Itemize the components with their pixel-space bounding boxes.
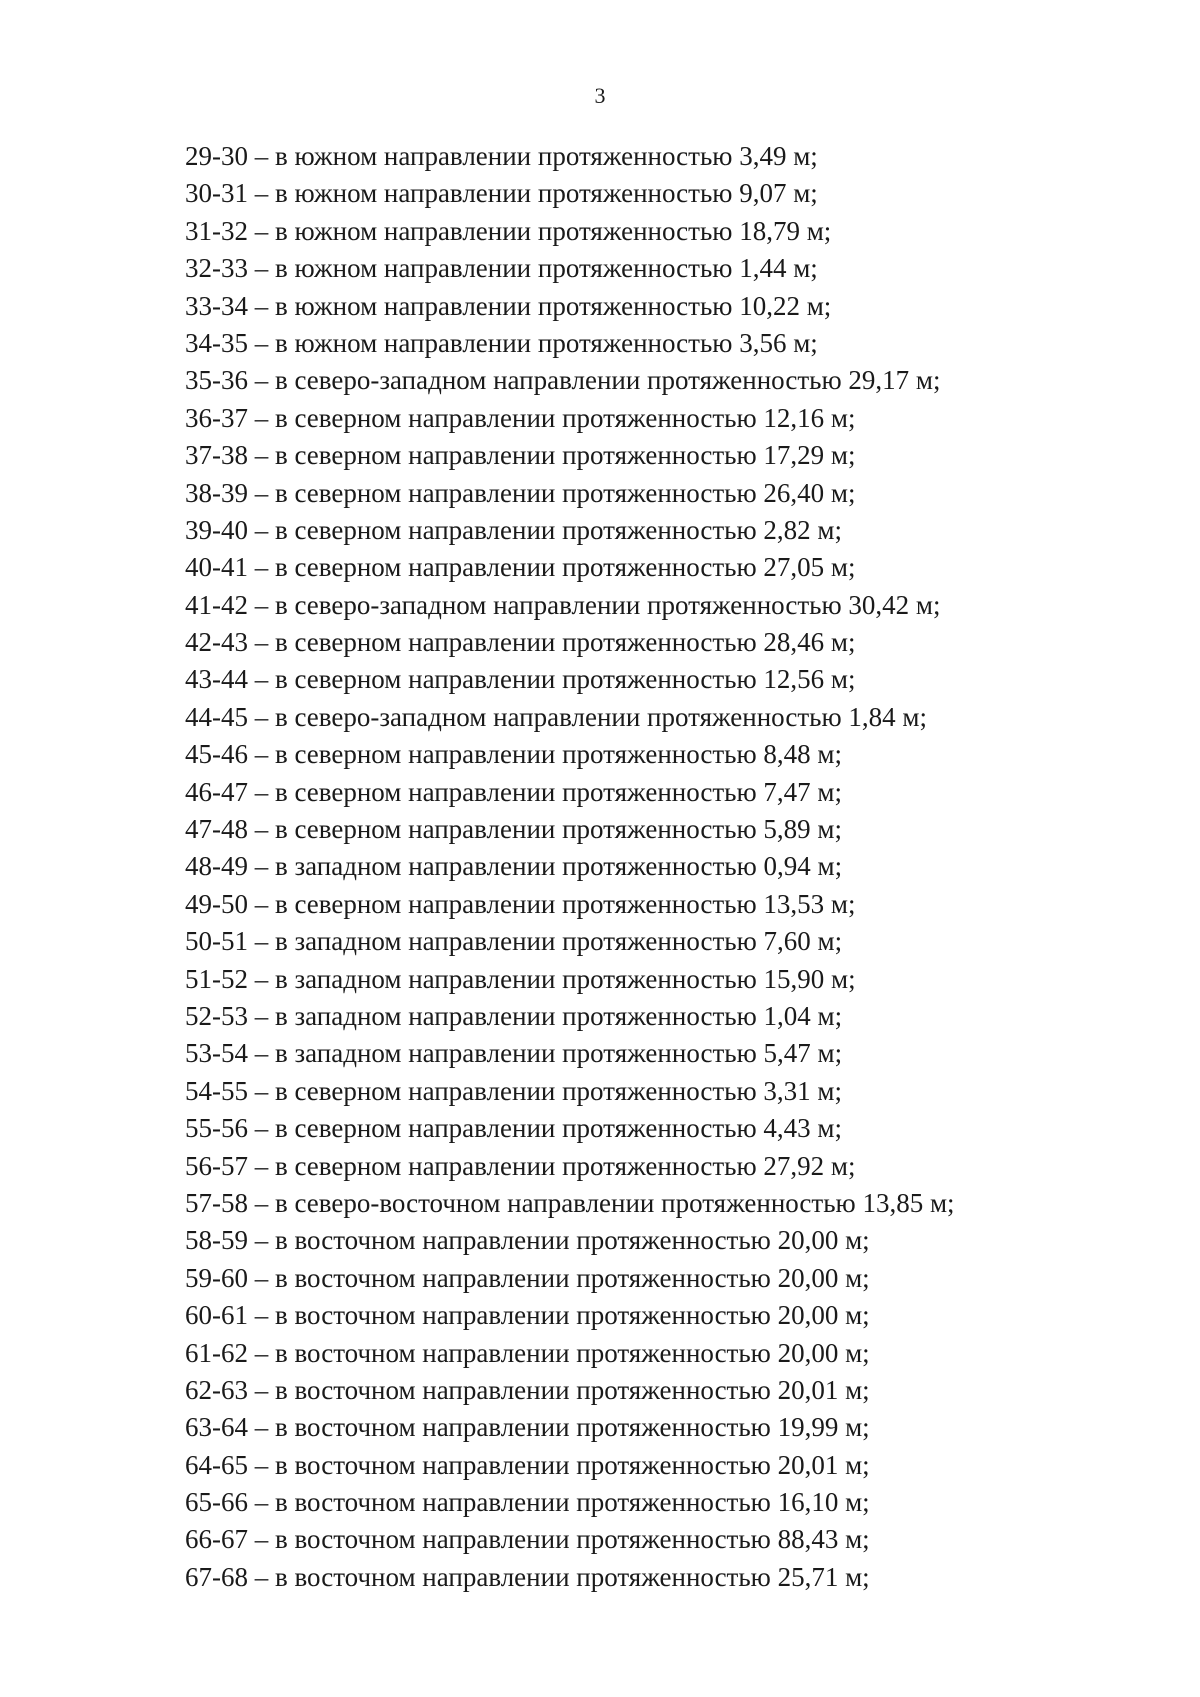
segment-line: 60-61 – в восточном направлении протяженностью 20,00 м; xyxy=(185,1300,870,1331)
segment-line: 55-56 – в северном направлении протяженностью 4,43 м; xyxy=(185,1113,843,1144)
segment-line: 36-37 – в северном направлении протяженностью 12,16 м; xyxy=(185,402,856,433)
segment-line: 43-44 – в северном направлении протяженностью 12,56 м; xyxy=(185,664,856,695)
segment-line: 45-46 – в северном направлении протяженностью 8,48 м; xyxy=(185,739,843,770)
segment-line: 37-38 – в северном направлении протяженностью 17,29 м; xyxy=(185,440,856,471)
segment-line: 65-66 – в восточном направлении протяженностью 16,10 м; xyxy=(185,1487,870,1518)
segment-line: 40-41 – в северном направлении протяженностью 27,05 м; xyxy=(185,552,856,583)
segment-line: 53-54 – в западном направлении протяженностью 5,47 м; xyxy=(185,1038,843,1069)
segment-line: 56-57 – в северном направлении протяженностью 27,92 м; xyxy=(185,1150,856,1181)
segment-line: 35-36 – в северо-западном направлении протяженностью 29,17 м; xyxy=(185,365,941,396)
boundary-segment-list xyxy=(185,138,1145,1596)
segment-line: 39-40 – в северном направлении протяженностью 2,82 м; xyxy=(185,514,843,545)
segment-line: 29-30 – в южном направлении протяженностью 3,49 м; xyxy=(185,141,818,171)
segment-line: 33-34 – в южном направлении протяженностью 10,22 м; xyxy=(185,290,832,321)
segment-line: 38-39 – в северном направлении протяженностью 26,40 м; xyxy=(185,477,856,508)
segment-line: 50-51 – в западном направлении протяженностью 7,60 м; xyxy=(185,926,843,957)
segment-line: 30-31 – в южном направлении протяженностью 9,07 м; xyxy=(185,178,818,209)
segment-line: 66-67 – в восточном направлении протяженностью 88,43 м; xyxy=(185,1524,870,1555)
segment-line: 62-63 – в восточном направлении протяженностью 20,01 м; xyxy=(185,1374,870,1405)
segment-line: 52-53 – в западном направлении протяженностью 1,04 м; xyxy=(185,1000,843,1031)
segment-line: 63-64 – в восточном направлении протяженностью 19,99 м; xyxy=(185,1412,870,1443)
segment-line: 54-55 – в северном направлении протяженностью 3,31 м; xyxy=(185,1075,843,1106)
segment-line: 46-47 – в северном направлении протяженностью 7,47 м; xyxy=(185,776,843,807)
segment-line: 59-60 – в восточном направлении протяженностью 20,00 м; xyxy=(185,1262,870,1293)
segment-line: 32-33 – в южном направлении протяженностью 1,44 м; xyxy=(185,253,818,284)
segment-line: 64-65 – в восточном направлении протяженностью 20,01 м; xyxy=(185,1449,870,1480)
segment-line: 41-42 – в северо-западном направлении протяженностью 30,42 м; xyxy=(185,589,941,620)
segment-line: 34-35 – в южном направлении протяженностью 3,56 м; xyxy=(185,327,818,358)
segment-line: 67-68 – в восточном направлении протяженностью 25,71 м; xyxy=(185,1561,870,1592)
segment-line: 51-52 – в западном направлении протяженностью 15,90 м; xyxy=(185,963,856,994)
segment-line: 58-59 – в восточном направлении протяженностью 20,00 м; xyxy=(185,1225,870,1256)
segment-line: 47-48 – в северном направлении протяженностью 5,89 м; xyxy=(185,814,843,845)
segment-line: 49-50 – в северном направлении протяженностью 13,53 м; xyxy=(185,888,856,919)
segment-line: 48-49 – в западном направлении протяженностью 0,94 м; xyxy=(185,851,843,882)
page-number: 3 xyxy=(594,83,606,108)
segment-line: 57-58 – в северо-восточном направлении протяженностью 13,85 м; xyxy=(185,1187,955,1218)
segment-line: 31-32 – в южном направлении протяженностью 18,79 м; xyxy=(185,215,832,246)
segment-line: 44-45 – в северо-западном направлении протяженностью 1,84 м; xyxy=(185,701,927,732)
segment-line: 42-43 – в северном направлении протяженностью 28,46 м; xyxy=(185,627,856,658)
segment-line: 61-62 – в восточном направлении протяженностью 20,00 м; xyxy=(185,1337,870,1368)
